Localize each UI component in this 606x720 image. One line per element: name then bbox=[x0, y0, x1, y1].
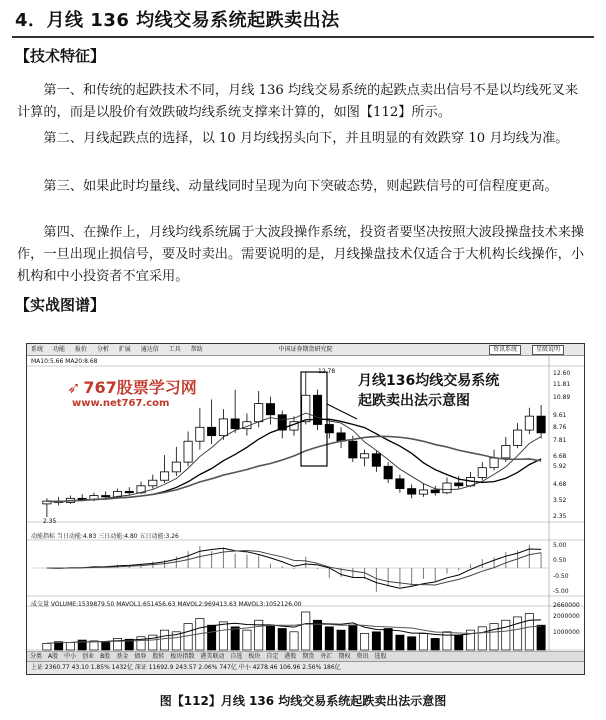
site-url: www.net767.com bbox=[72, 398, 170, 409]
star-guide-button[interactable]: 星级说明 bbox=[532, 345, 564, 355]
market-tab[interactable]: 自选 bbox=[230, 653, 243, 660]
candle-body bbox=[360, 454, 368, 458]
candle-body bbox=[419, 490, 427, 494]
price-tick-label: 6.68 bbox=[553, 452, 567, 460]
volume-bar bbox=[160, 630, 168, 650]
volume-bar bbox=[43, 643, 51, 650]
callout-line bbox=[327, 404, 357, 419]
volume-bar bbox=[337, 630, 345, 650]
volume-bar bbox=[231, 627, 239, 650]
candle-body bbox=[219, 419, 227, 436]
figure-caption: 图【112】月线 136 均线交易系统起跌卖出法示意图 bbox=[159, 694, 447, 708]
chart-overlay-title bbox=[358, 371, 499, 411]
menu-item-system[interactable]: 系统 bbox=[31, 346, 44, 353]
volume-bar bbox=[502, 620, 510, 650]
ma-legend: MA10:5.66 MA20:8.68 bbox=[31, 358, 98, 365]
market-tab[interactable]: 债券 bbox=[134, 653, 147, 660]
volume-legend: 成交量 VOLUME:1539879.50 MAVOL1:651456.63 MAVOL2:969413.63 MAVOL3:1052126.00 bbox=[31, 601, 302, 608]
volume-bar bbox=[66, 643, 74, 650]
candle-body bbox=[408, 489, 416, 495]
status-bar bbox=[27, 661, 584, 674]
menu-item-help[interactable]: 帮助 bbox=[190, 346, 203, 353]
price-tick-label: 4.68 bbox=[553, 480, 567, 488]
candle-body bbox=[172, 462, 180, 472]
volume-bar bbox=[419, 633, 427, 650]
market-tab[interactable]: 板块 bbox=[248, 653, 261, 660]
candle-body bbox=[302, 395, 310, 421]
volume-bar bbox=[490, 624, 498, 650]
paragraph-2: 第二、月线起跌点的选择，以 10 月均线拐头向下，并且明显的有效跌穿 10 月均线为准。 bbox=[43, 131, 569, 146]
window-title: 中国证券期货研究院 bbox=[278, 346, 333, 353]
section-heading-features: 【技术特征】 bbox=[15, 47, 106, 65]
logo-text: 767股票学习网 bbox=[83, 378, 197, 397]
candle-body bbox=[525, 416, 533, 430]
market-tab[interactable]: 港美联动 bbox=[200, 653, 225, 660]
candle-body bbox=[537, 416, 545, 433]
paragraph-4: 第四、在操作上，月线均线系统属于大波段操作系统，投资者要坚决按照大波段操盘技术来操作，一旦出现止损信号，要及时卖出。需要说明的是，月线操盘技术仅适合于大机构长线操作，小机构和中小投资者不宜采用。 bbox=[17, 225, 585, 284]
candle-body bbox=[266, 404, 274, 415]
market-tab[interactable]: 分类 bbox=[30, 653, 43, 660]
candle-body bbox=[513, 430, 521, 445]
candle-body bbox=[255, 404, 263, 422]
candle-body bbox=[455, 483, 463, 486]
market-tab[interactable]: 资讯 bbox=[356, 653, 369, 660]
volume-bar bbox=[513, 617, 521, 650]
menu-item-quote[interactable]: 报价 bbox=[74, 346, 87, 353]
candle-body bbox=[502, 445, 510, 458]
candle-body bbox=[184, 441, 192, 462]
market-tab[interactable]: 创业 bbox=[82, 653, 95, 660]
volume-bar bbox=[102, 642, 110, 650]
volume-bar bbox=[266, 625, 274, 650]
candle-body bbox=[102, 496, 110, 497]
price-tick-label: 2.35 bbox=[553, 513, 567, 521]
price-tick-label: 8.76 bbox=[553, 423, 567, 431]
market-tab[interactable]: 自定 bbox=[266, 653, 279, 660]
news-system-button[interactable]: 资讯系统 bbox=[489, 345, 521, 355]
site-logo bbox=[67, 375, 197, 398]
paragraph-3: 第三、如果此时均量线、动量线同时呈现为向下突破态势，则起跌信号的可信程度更高。 bbox=[43, 179, 558, 194]
candle-body bbox=[431, 490, 439, 493]
momentum-tick-label: 5.00 bbox=[553, 542, 567, 549]
candle-body bbox=[208, 427, 216, 435]
market-tab[interactable]: A股 bbox=[48, 653, 59, 660]
candle-body bbox=[384, 466, 392, 479]
volume-bar bbox=[302, 612, 310, 650]
candle-body bbox=[443, 483, 451, 493]
price-tick-label: 7.81 bbox=[553, 437, 567, 445]
market-tab[interactable]: 股转 bbox=[152, 653, 165, 660]
volume-bar bbox=[478, 627, 486, 650]
stock-chart-screenshot bbox=[26, 343, 585, 675]
title-rule bbox=[12, 36, 594, 38]
volume-bar bbox=[325, 627, 333, 650]
price-tick-label: 5.92 bbox=[553, 463, 567, 471]
menu-item-extend[interactable]: 扩展 bbox=[118, 346, 131, 353]
volume-bar bbox=[431, 638, 439, 650]
market-tab[interactable]: 外汇 bbox=[320, 653, 333, 660]
volume-bar bbox=[408, 637, 416, 650]
volume-bar bbox=[525, 614, 533, 650]
volume-bar bbox=[290, 632, 298, 650]
candle-body bbox=[125, 491, 133, 492]
candle-body bbox=[160, 472, 168, 480]
candle-body bbox=[396, 479, 404, 489]
market-tab[interactable]: 板块指数 bbox=[170, 653, 195, 660]
candle-body bbox=[149, 480, 157, 486]
market-tab[interactable]: B股 bbox=[100, 653, 111, 660]
market-tab[interactable]: 基金 bbox=[116, 653, 129, 660]
low-price-label: 2.35 bbox=[43, 518, 57, 525]
market-tab[interactable]: 选股 bbox=[374, 653, 387, 660]
menu-item-function[interactable]: 功能 bbox=[52, 346, 65, 353]
momentum-tick-label: 0.50 bbox=[553, 557, 567, 565]
market-tab[interactable]: 港股 bbox=[284, 653, 297, 660]
menu-item-tdx[interactable]: 通达信 bbox=[140, 346, 159, 353]
volume-bar bbox=[184, 624, 192, 650]
volume-tick-label: 2660000 bbox=[553, 602, 580, 609]
volume-bar bbox=[278, 628, 286, 650]
momentum-tick-label: -0.50 bbox=[553, 572, 569, 580]
volume-bar bbox=[384, 628, 392, 650]
candle-body bbox=[196, 427, 204, 441]
paragraph-1: 第一、和传统的起跌技术不同，月线 136 均线交易系统的起跌点卖出信号不是以均线死叉来计算的，而是以股价有效跌破均线系统支撑来计算的，如图【112】所示。 bbox=[17, 83, 579, 120]
volume-bar bbox=[396, 635, 404, 650]
volume-bar bbox=[360, 633, 368, 650]
volume-tick-label: 1000000 bbox=[553, 629, 580, 637]
price-tick-label: 3.52 bbox=[553, 496, 567, 504]
peak-price-label: 12.78 bbox=[318, 368, 336, 375]
candle-body bbox=[231, 419, 239, 429]
market-tab[interactable]: 期货 bbox=[302, 653, 315, 660]
candle-body bbox=[490, 458, 498, 468]
market-tab[interactable]: 期权 bbox=[338, 653, 351, 660]
macd-legend: 动能指标 当日动能:4.83 三日动能:4.80 五日动能:3.26 bbox=[31, 533, 179, 540]
price-tick-label: 10.89 bbox=[553, 394, 571, 402]
price-tick-label: 11.81 bbox=[553, 381, 571, 389]
volume-bar bbox=[372, 632, 380, 650]
index-status: 上证 2360.77 43.10 1.85% 1432亿 深证 11692.9 243.57 2.06% 747亿 中小 4278.46 106.96 2.56% 186亿 bbox=[31, 664, 341, 671]
overlay-line-2: 起跌卖出法示意图 bbox=[358, 393, 470, 409]
momentum-tick-label: -5.00 bbox=[553, 588, 569, 595]
volume-tick-label: 2000000 bbox=[553, 612, 580, 620]
section-heading-charts: 【实战图谱】 bbox=[15, 296, 106, 314]
page-title: 4．月线 136 均线交易系统起跌卖出法 bbox=[15, 10, 340, 31]
volume-bar bbox=[243, 630, 251, 650]
menu-item-tools[interactable]: 工具 bbox=[168, 346, 181, 353]
volume-bar bbox=[455, 635, 463, 650]
candle-body bbox=[478, 468, 486, 478]
volume-bar bbox=[208, 625, 216, 650]
candle-body bbox=[372, 454, 380, 467]
menu-item-analysis[interactable]: 分析 bbox=[96, 346, 109, 353]
volume-bar bbox=[537, 625, 545, 650]
logo-arrow-icon: ➶ bbox=[67, 378, 81, 397]
price-tick-label: 9.61 bbox=[553, 412, 567, 419]
volume-bar bbox=[349, 625, 357, 650]
overlay-line-1: 月线136均线交易系统 bbox=[358, 373, 500, 389]
candle-body bbox=[349, 441, 357, 458]
price-tick-label: 12.60 bbox=[553, 370, 571, 378]
volume-bar bbox=[219, 622, 227, 650]
market-tab[interactable]: 中小 bbox=[64, 653, 77, 660]
